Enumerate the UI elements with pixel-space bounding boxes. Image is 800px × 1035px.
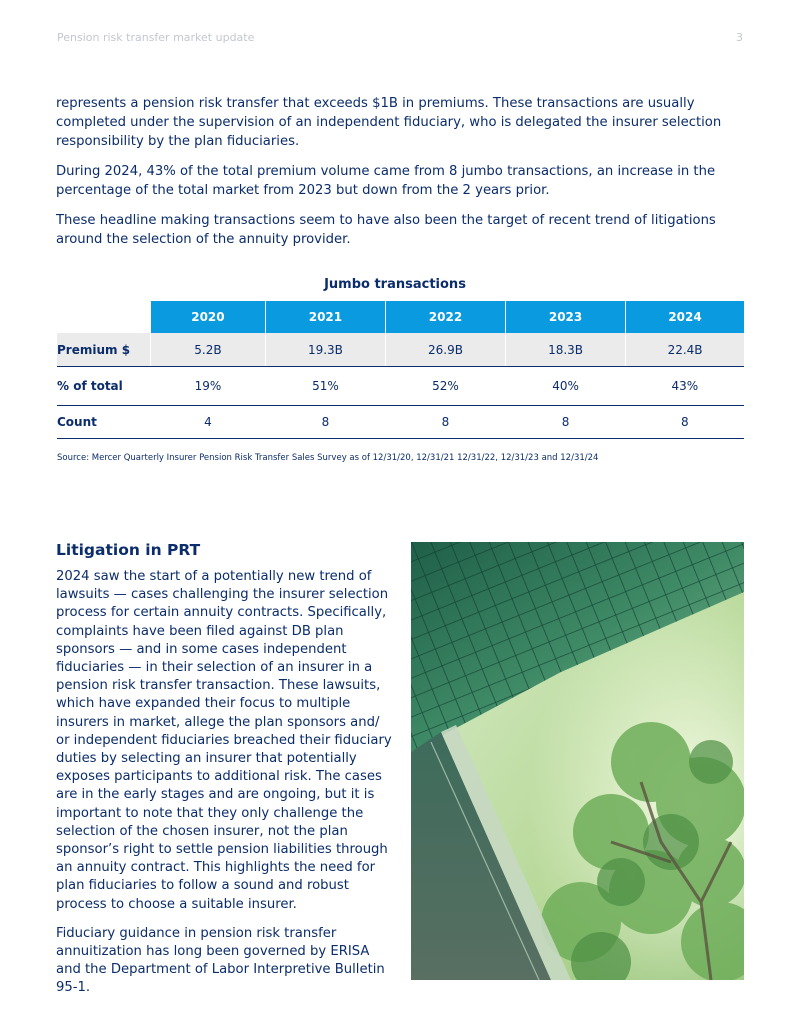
table-cell: 8 (265, 406, 385, 439)
table-row-percent (57, 367, 744, 406)
table-cell: 43% (626, 367, 744, 406)
litigation-paragraph: Fiduciary guidance in pension risk transfer annuitization has long been governed by ERISA and the Department of Labor Interpretive Bulletin 95-1. (56, 925, 385, 996)
table-cell: 8 (385, 406, 505, 439)
litigation-paragraph: 2024 saw the start of a potentially new trend of lawsuits — cases challenging the insurer selection process for certain annuity contracts. Specifically, complaints have been filed against DB plan sponsors — and in some cases independent fiduciaries — in their selection of an insurer in a pension risk transfer transaction. These lawsuits, which have expanded their focus to multiple insurers in market, allege the plan sponsors and/ or independent fiduciaries breached their fiduciary duties by selecting an insurer that potentially exposes participants to additional risk. The cases are in the early stages and are ongoing, but it is important to note that they only challenge the selection of the chosen insurer, not the plan sponsor’s right to settle pension liabilities through an annuity contract. This highlights the need for plan fiduciaries to follow a sound and robust process to choose a suitable insurer. (56, 569, 392, 912)
table-cell: 8 (626, 406, 744, 439)
table-cell: 22.4B (626, 333, 744, 367)
table-title: Jumbo transactions (324, 277, 466, 292)
litigation-section (56, 541, 396, 1009)
column-header: 2022 (385, 301, 505, 333)
photo-illustration (411, 542, 744, 980)
row-label: Premium $ (57, 333, 151, 367)
table-cell: 40% (506, 367, 626, 406)
page-header (57, 31, 743, 47)
section-heading: Litigation in PRT (56, 541, 201, 559)
table-header-row (57, 301, 744, 333)
building-trees-photo (411, 542, 744, 980)
jumbo-transactions-table (57, 301, 744, 439)
table-cell: 19.3B (265, 333, 385, 367)
column-header: 2023 (506, 301, 626, 333)
intro-paragraph: represents a pension risk transfer that exceeds $1B in premiums. These transactions are usually completed under the supervision of an independent fiduciary, who is delegated the insurer selection responsibility by the plan fiduciaries. (56, 96, 722, 149)
table-row-premium (57, 333, 744, 367)
row-label: % of total (57, 367, 151, 406)
table-cell: 18.3B (506, 333, 626, 367)
table-cell: 5.2B (151, 333, 266, 367)
table-cell: 19% (151, 367, 266, 406)
table-cell: 26.9B (385, 333, 505, 367)
table-cell: 8 (506, 406, 626, 439)
column-header: 2021 (265, 301, 385, 333)
table-corner-cell (57, 301, 151, 333)
row-label: Count (57, 406, 151, 439)
intro-section (56, 94, 746, 260)
table-row-count (57, 406, 744, 439)
intro-paragraph: These headline making transactions seem to have also been the target of recent trend of litigations around the selection of the annuity provider. (56, 213, 716, 247)
intro-paragraph: During 2024, 43% of the total premium volume came from 8 jumbo transactions, an increase in the percentage of the total market from 2023 but down from the 2 years prior. (56, 164, 716, 198)
column-header: 2020 (151, 301, 266, 333)
table-cell: 4 (151, 406, 266, 439)
table-cell: 52% (385, 367, 505, 406)
page-number: 3 (736, 31, 743, 44)
document-title: Pension risk transfer market update (57, 31, 255, 44)
table-source-note: Source: Mercer Quarterly Insurer Pension Risk Transfer Sales Survey as of 12/31/20, 12/31/21 12/31/22, 12/31/23 and 12/31/24 (57, 453, 599, 463)
column-header: 2024 (626, 301, 744, 333)
table-cell: 51% (265, 367, 385, 406)
